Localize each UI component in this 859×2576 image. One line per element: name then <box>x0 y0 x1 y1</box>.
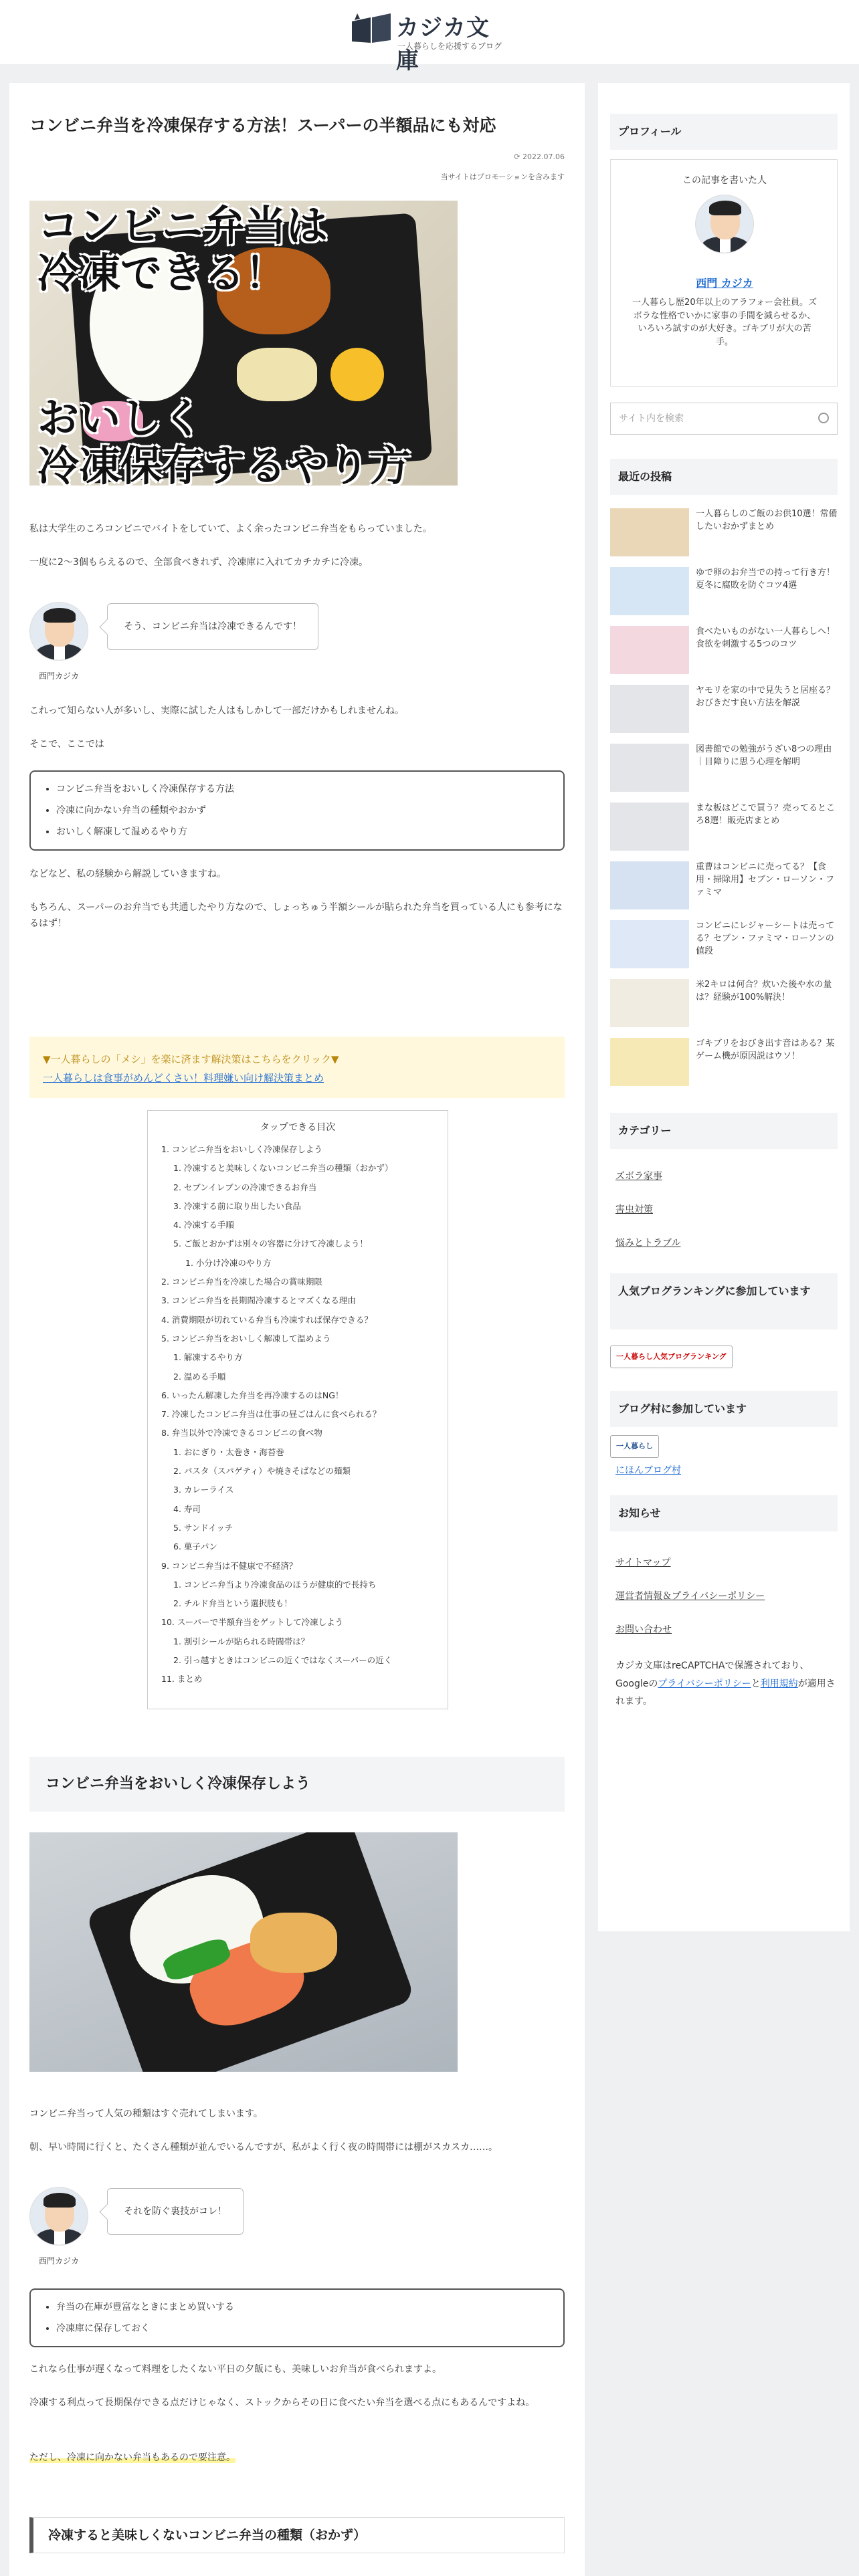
post-title-link[interactable]: ヤモリを家の中で見失うと居座る？おびきだす良い方法を解説 <box>696 685 836 708</box>
date-value: 2022.07.06 <box>522 152 565 161</box>
post-title-link[interactable]: 食べたいものがない一人暮らしへ！食欲を刺激する5つのコツ <box>696 627 836 649</box>
profile-description: 一人暮らし歴20年以上のアラフォー会社員。ズボラな性格でいかに家事の手間を減らせるか、いろいろ試すのが大好き。ゴキブリが大の苦手。 <box>632 298 817 347</box>
summary-list <box>29 770 565 851</box>
toc-item[interactable]: 8. 弁当以外で冷凍できるコンビニの食べ物 <box>161 1428 322 1438</box>
recaptcha-notice <box>615 1657 836 1711</box>
site-tagline: 一人暮らしを応援するブログ <box>397 41 502 51</box>
paragraph: 冷凍する利点って長期保存できる点だけじゃなく、ストックからその日に食べたい弁当を選べる点にもあるんですよね。 <box>29 2397 535 2408</box>
toc-item[interactable]: 2. チルド弁当という選択肢も！ <box>173 1598 292 1609</box>
search-input[interactable] <box>610 403 838 435</box>
toc-item[interactable]: 5. コンビニ弁当をおいしく解凍して温めよう <box>161 1333 331 1344</box>
toc-item[interactable]: 5. サンドイッチ <box>173 1522 233 1533</box>
toc-item[interactable]: 2. パスタ（スパゲティ）や焼きそばなどの麺類 <box>173 1466 351 1477</box>
toc-item[interactable]: 11. まとめ <box>161 1674 203 1685</box>
toc-item[interactable]: 4. 消費期限が切れている弁当も冷凍すれば保存できる？ <box>161 1314 373 1325</box>
recaptcha-and: と <box>751 1678 761 1689</box>
summary-list <box>29 2288 565 2347</box>
toc-item[interactable]: 9. コンビニ弁当は不健康で不経済？ <box>161 1560 298 1571</box>
toc-item[interactable]: 1. 小分け冷凍のやり方 <box>185 1257 272 1268</box>
toc-item[interactable]: 2. コンビニ弁当を冷凍した場合の賞味期限 <box>161 1277 322 1287</box>
toc-item[interactable]: 5. ご飯とおかずは別々の容器に分けて冷凍しよう！ <box>173 1239 368 1249</box>
toc-item[interactable]: 2. 温める手順 <box>173 1371 226 1382</box>
speech-bubble: それを防ぐ裏技がコレ！ <box>107 2188 244 2235</box>
promo-notice: 当サイトはプロモーションを含みます <box>440 173 565 181</box>
post-thumbnail[interactable] <box>610 508 689 556</box>
recent-post-item[interactable] <box>610 920 838 968</box>
toc-item[interactable]: 4. 寿司 <box>173 1503 201 1514</box>
toc-item[interactable]: 4. 冷凍する手順 <box>173 1220 234 1230</box>
subsection-heading: 冷凍すると美味しくないコンビニ弁当の種類（おかず） <box>29 2517 565 2553</box>
profile-heading: プロフィール <box>610 114 838 150</box>
note-link[interactable]: 一人暮らしは食事がめんどくさい！料理嫌い向け解決策まとめ <box>43 1072 324 1084</box>
book-logo-icon <box>351 12 392 44</box>
paragraph: もちろん、スーパーのお弁当でも共通したやり方なので、しょっちゅう半額シールが貼られた弁当を買っている人にも参考になるはず！ <box>29 902 563 929</box>
post-title-link[interactable]: ゴキブリをおびき出す音はある？某ゲーム機が原因説はウソ！ <box>696 1039 835 1061</box>
author-name: 西門カジカ <box>38 2256 79 2266</box>
site-logo[interactable] <box>351 9 511 74</box>
list-item: • 冷凍庫に保存しておく <box>56 2318 550 2339</box>
article-date: ⟳ 2022.07.06 <box>514 152 565 161</box>
toc-item[interactable]: 1. コンビニ弁当をおいしく冷凍保存しよう <box>161 1144 322 1154</box>
eyecatch-text-top: コンビニ弁当は 冷凍できる！ <box>37 201 328 298</box>
toc-item[interactable]: 2. 引っ越すときはコンビニの近くではなくスーパーの近く <box>173 1655 393 1666</box>
toc-item[interactable]: 6. 菓子パン <box>173 1541 217 1552</box>
post-title-link[interactable]: まな板はどこで買う？売ってるところ8選！販売店まとめ <box>696 803 836 826</box>
toc-item[interactable]: 10. スーパーで半額弁当をゲットして冷凍しよう <box>161 1617 344 1628</box>
post-thumbnail[interactable] <box>610 861 689 909</box>
recent-post-item[interactable] <box>610 802 838 851</box>
post-thumbnail[interactable] <box>610 744 689 792</box>
toc-item[interactable]: 6. いったん解凍した弁当を再冷凍するのはNG！ <box>161 1390 344 1400</box>
bento-salad <box>237 348 317 401</box>
speech-bubble: そう、コンビニ弁当は冷凍できるんです！ <box>107 603 318 650</box>
toc-item[interactable]: 1. 割引シールが貼られる時間帯は？ <box>173 1636 310 1646</box>
post-thumbnail[interactable] <box>610 920 689 968</box>
paragraph: などなど、私の経験から解説していきますね。 <box>29 869 226 879</box>
ranking-heading: 人気ブログランキングに参加しています <box>610 1273 838 1329</box>
recent-post-item[interactable] <box>610 861 838 909</box>
author-name: 西門カジカ <box>38 671 79 681</box>
category-link[interactable]: 害虫対策 <box>615 1204 653 1215</box>
toc-item[interactable]: 1. おにぎり・太巻き・海苔巻 <box>173 1446 284 1457</box>
photo-tempura <box>250 1913 337 1973</box>
related-note-box <box>29 1037 565 1098</box>
bento-egg <box>330 348 384 401</box>
toc-item[interactable]: 1. コンビニ弁当より冷凍食品のほうが健康的で長持ち <box>173 1579 377 1590</box>
post-thumbnail[interactable] <box>610 1038 689 1086</box>
profile-avatar <box>695 195 754 253</box>
list-item: • コンビニ弁当をおいしく冷凍保存する方法 <box>56 778 550 800</box>
privacy-link[interactable]: プライバシーポリシー <box>658 1678 751 1689</box>
info-link[interactable]: 運営者情報＆プライバシーポリシー <box>615 1591 765 1602</box>
paragraph: 一度に2〜3個もらえるので、全部食べきれず、冷凍庫に入れてカチカチに冷凍。 <box>29 557 369 568</box>
toc-item[interactable]: 2. セブンイレブンの冷凍できるお弁当 <box>173 1182 317 1192</box>
toc-list <box>161 1140 434 1689</box>
paragraph: コンビニ弁当って人気の種類はすぐ売れてしまいます。 <box>29 2109 263 2119</box>
sidebar <box>598 83 850 1931</box>
toc-title[interactable]: タップできる目次 <box>260 1122 336 1133</box>
recent-post-item[interactable] <box>610 979 838 1027</box>
eyecatch-text-bottom: おいしく 冷凍保存するやり方 <box>37 394 411 486</box>
profile-name-link[interactable]: 西門 カジカ <box>696 277 753 290</box>
eyecatch-image <box>29 201 458 486</box>
recaptcha-text-end: が適用されます。 <box>615 1678 836 1707</box>
category-link[interactable]: 悩みとトラブル <box>615 1238 681 1249</box>
info-link[interactable]: サイトマップ <box>615 1558 671 1568</box>
paragraph: そこで、ここでは <box>29 739 104 750</box>
article-title: コンビニ弁当を冷凍保存する方法！スーパーの半額品にも対応 <box>29 116 496 135</box>
post-title-link[interactable]: ゆで卵のお弁当での持って行き方！夏冬に腐敗を防ぐコツ4選 <box>696 568 836 591</box>
post-thumbnail[interactable] <box>610 626 689 674</box>
toc-item[interactable]: 3. 冷凍する前に取り出したい食品 <box>173 1200 301 1211</box>
recaptcha-text: カジカ文庫はreCAPTCHAで保護されており、Googleの <box>615 1660 809 1689</box>
site-header <box>0 0 859 74</box>
author-avatar <box>29 2187 88 2246</box>
toc-item[interactable]: 3. コンビニ弁当を長期間冷凍するとマズくなる理由 <box>161 1295 356 1306</box>
mura-link[interactable]: にほんブログ村 <box>615 1465 681 1476</box>
mura-heading: ブログ村に参加しています <box>610 1391 838 1427</box>
site-name: カジカ文庫 <box>396 15 490 74</box>
table-of-contents <box>147 1110 448 1709</box>
category-link[interactable]: ズボラ家事 <box>615 1171 662 1182</box>
post-title-link[interactable]: 図書館での勉強がうざい8つの理由｜目障りに思う心理を解明 <box>696 744 832 767</box>
post-thumbnail[interactable] <box>610 979 689 1027</box>
paragraph: これって知らない人が多いし、実際に試した人はもしかして一部だけかもしれませんね。 <box>29 706 404 716</box>
paragraph: 朝、早い時間に行くと、たくさん種類が並んでいるんですが、私がよく行く夜の時間帯には棚がスカスカ……。 <box>29 2142 498 2153</box>
post-thumbnail[interactable] <box>610 567 689 615</box>
recent-post-item[interactable] <box>610 685 838 733</box>
recent-heading: 最近の投稿 <box>610 459 838 495</box>
terms-link[interactable]: 利用規約 <box>760 1678 798 1689</box>
toc-item[interactable]: 1. 冷凍すると美味しくないコンビニ弁当の種類（おかず） <box>173 1163 393 1174</box>
recent-post-item[interactable] <box>610 1038 838 1086</box>
paragraph-highlight <box>29 2450 565 2466</box>
bento-photo <box>29 1832 458 2072</box>
info-heading: お知らせ <box>610 1495 838 1531</box>
section-heading: コンビニ弁当をおいしく冷凍保存しよう <box>29 1757 565 1812</box>
article-main <box>9 83 585 2576</box>
post-thumbnail[interactable] <box>610 802 689 851</box>
author-avatar <box>29 602 88 661</box>
post-title-link[interactable]: 一人暮らしのご飯のお供10選！常備したいおかずまとめ <box>696 509 838 532</box>
list-item: • おいしく解凍して温めるやり方 <box>56 821 550 843</box>
list-item: • 弁当の在庫が豊富なときにまとめ買いする <box>56 2296 550 2318</box>
recent-post-item[interactable] <box>610 626 838 674</box>
note-heading: ▼一人暮らしの「メシ」を楽に済ます解決策はこちらをクリック▼ <box>43 1053 339 1065</box>
post-title-link[interactable]: 重曹はコンビニに売ってる？【食用・掃除用】セブン・ローソン・ファミマ <box>696 862 834 897</box>
profile-caption: この記事を書いた人 <box>682 175 767 186</box>
toc-item[interactable]: 1. 解凍するやり方 <box>173 1352 243 1363</box>
toc-item[interactable]: 7. 冷凍したコンビニ弁当は仕事の昼ごはんに食べられる？ <box>161 1409 381 1420</box>
profile-card <box>610 159 838 387</box>
info-link[interactable]: お問い合わせ <box>615 1624 672 1635</box>
ranking-badge[interactable]: 一人暮らし人気ブログランキング <box>610 1346 733 1368</box>
recent-post-item[interactable] <box>610 508 838 556</box>
search-placeholder: サイト内を検索 <box>619 413 684 424</box>
list-item: • 冷凍に向かない弁当の種類やおかず <box>56 800 550 821</box>
post-title-link[interactable]: コンビニにレジャーシートは売ってる？セブン・ファミマ・ローソンの値段 <box>696 921 835 956</box>
highlight-text: ただし、冷凍に向かない弁当もあるので要注意。 <box>29 2452 235 2463</box>
post-thumbnail[interactable] <box>610 685 689 733</box>
recent-post-item[interactable] <box>610 567 838 615</box>
mura-badge[interactable]: 一人暮らし <box>610 1435 659 1458</box>
paragraph: 私は大学生のころコンビニでバイトをしていて、よく余ったコンビニ弁当をもらっていました。 <box>29 524 432 534</box>
toc-item[interactable]: 3. カレーライス <box>173 1485 234 1495</box>
category-heading: カテゴリー <box>610 1113 838 1149</box>
paragraph: これなら仕事が遅くなって料理をしたくない平日の夕飯にも、美味しいお弁当が食べられますよ。 <box>29 2364 442 2375</box>
post-title-link[interactable]: 米2キロは何合？炊いた後や水の量は？経験が100%解決！ <box>696 980 832 1002</box>
search-icon[interactable] <box>818 413 829 423</box>
recent-post-item[interactable] <box>610 744 838 792</box>
